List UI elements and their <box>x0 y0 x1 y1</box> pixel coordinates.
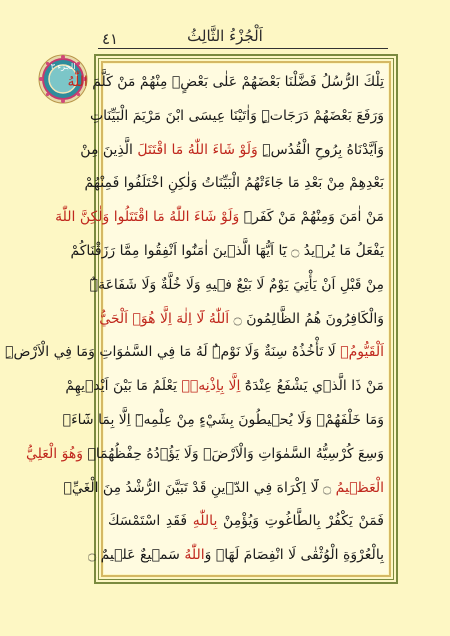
divine-name-text: وَلَوْ شَاءَ اللّٰهُ مَا اقْتَتَلُوا وَلٰكِنَّ اللّٰهَ <box>55 209 240 226</box>
verse-line <box>70 235 384 269</box>
verse-text: ۝ لَٓا اِكْرَاهَ فِي الدّ۪ينِ قَدْ تَبَيَّنَ الرُّشْدُ مِنَ الْغَيِّۚ <box>63 479 336 496</box>
verse-line <box>87 539 384 573</box>
divine-name-text: وَلَوْ شَاءَ اللّٰهُ مَا اقْتَتَلَ <box>137 141 258 158</box>
verse-text: فَقَدِ اسْتَمْسَكَ <box>108 513 193 530</box>
verse-text: وَاَيَّدْنَاهُ بِرُوحِ الْقُدُسِۜ <box>257 141 384 158</box>
verse-line <box>65 370 384 404</box>
juz-marker-label: الجزء ٣ <box>50 62 76 71</box>
verse-text: مِنْ قَبْلِ اَنْ يَأْتِيَ يَوْمٌ لَا بَيْعٌ ف۪يهِ وَلَا خُلَّةٌ وَلَا شَفَاعَةٌۜ <box>89 276 384 293</box>
verse-line <box>80 134 384 168</box>
verse-line <box>63 472 384 506</box>
verse-line <box>108 505 384 539</box>
verse-text: مَنْ ذَا الَّذ۪ي يَشْفَعُ عِنْدَهُٓ <box>240 378 384 395</box>
divine-name-text: اللّٰهُ <box>184 547 205 564</box>
verse-text: وَالْكَافِرُونَ هُمُ الظَّالِمُونَ ۝ <box>229 310 384 327</box>
verse-text: يَفْعَلُ مَا يُر۪يدُ ۝ يَٓا اَيُّهَا الَّذ۪ينَ اٰمَنُٓوا اَنْفِقُوا مِمَّا رَزَقْنَاكُمْ <box>70 242 384 259</box>
header-rule <box>98 48 388 49</box>
verse-line <box>84 167 384 201</box>
verse-line <box>99 303 384 337</box>
verse-text: تِلْكَ الرُّسُلُ فَضَّلْنَا بَعْضَهُمْ عَلٰى بَعْضٍۢ مِنْهُمْ مَنْ كَلَّمَ <box>87 74 384 90</box>
verse-line <box>62 404 384 438</box>
verse-line <box>89 269 384 303</box>
verse-line <box>25 438 384 472</box>
verse-line <box>5 336 384 370</box>
verse-text: يَعْلَمُ مَا بَيْنَ اَيْد۪يهِمْ <box>65 378 182 395</box>
divine-name-text: اِلَّا بِاِذْنِه۪ۜ <box>181 378 241 395</box>
verse-text: بَعْدِهِمْ مِنْ بَعْدِ مَا جَاءَتْهُمُ الْبَيِّنَاتُ وَلٰكِنِ اخْتَلَفُوا فَمِنْهُمْ <box>84 175 384 192</box>
verse-text: الَّذِينَ مِنْ <box>80 141 138 158</box>
verse-line <box>89 100 384 134</box>
divine-name-text: اَلْقَيُّومُۚ <box>340 344 384 361</box>
juz-title: اَلْجُزْءُ الثَّالِثُ <box>187 27 263 45</box>
page-number: ٤١ <box>102 30 119 48</box>
divine-name-text: وَهُوَ الْعَلِيُّ <box>25 445 83 462</box>
page-header <box>0 0 450 48</box>
verse-text: مَنْ اٰمَنَ وَمِنْهُمْ مَنْ كَفَرَۜ <box>239 209 384 226</box>
divine-name-text: اللّٰهُ <box>67 74 88 90</box>
verse-line <box>67 66 384 100</box>
verse-text: وَمَا خَلْفَهُمْۚ وَلَا يُح۪يطُونَ بِشَيْءٍ مِنْ عِلْمِه۪ٓ اِلَّا بِمَا شَٓاءَۚ <box>62 411 384 428</box>
verse-line <box>55 201 384 235</box>
verse-text: وَسِعَ كُرْسِيُّهُ السَّمٰوَاتِ وَالْاَرْضَۚ وَلَا يَؤُ۫دُهُ حِفْظُهُمَاۚ <box>83 445 384 462</box>
divine-name-text: بِاللّٰهِ <box>192 513 218 530</box>
verse-text: سَم۪يعٌ عَل۪يمٌ ۝ <box>87 547 185 564</box>
divine-name-text: اَللّٰهُ لَٓا اِلٰهَ اِلَّا هُوَۚ اَلْحَيُّ <box>99 310 230 327</box>
divine-name-text: الْعَظ۪يمُ <box>335 479 384 496</box>
verse-text: بِالْعُرْوَةِ الْوُثْقٰى لَا انْفِصَامَ لَهَاۜ وَ <box>204 547 384 564</box>
verse-text: وَرَفَعَ بَعْضَهُمْ دَرَجَاتٍۜ وَاٰتَيْنَا عِيسَى ابْنَ مَرْيَمَ الْبَيِّنَاتِ <box>89 107 384 124</box>
verse-text: لَا تَأْخُذُهُ سِنَةٌ وَلَا نَوْمٌۜ لَهُ مَا فِي السَّمٰوَاتِ وَمَا فِي الْاَرْضِۜ <box>5 344 341 361</box>
verse-text: فَمَنْ يَكْفُرْ بِالطَّاغُوتِ وَيُؤْمِنْ <box>217 513 385 530</box>
